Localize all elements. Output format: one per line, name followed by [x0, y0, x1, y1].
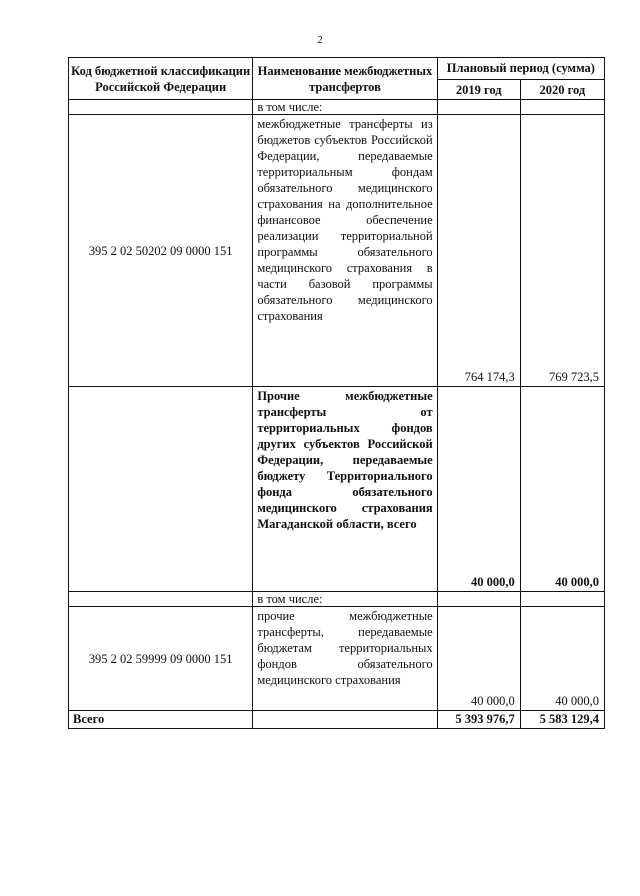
total-label: Всего [69, 711, 253, 729]
row-value-2019 [437, 592, 520, 607]
total-value-2019: 5 393 976,7 [437, 711, 520, 729]
transfers-table [68, 57, 605, 729]
row-name-cell: межбюджетные трансферты из бюджетов субъектов Российской Федерации, передаваемые территориальным фондам обязательного медицинского страхования на дополнительное финансовое обеспечение реализации территориальной программы обязательного медицинского страхования в части базовой программы обязательного медицинского страхования [253, 115, 437, 387]
header-code: Код бюджетной классификации Российской Федерации [69, 58, 253, 100]
row-code-cell: 395 2 02 59999 09 0000 151 [69, 607, 253, 711]
row-value-2020: 40 000,0 [520, 607, 604, 711]
table-row [69, 607, 605, 711]
page-number: 2 [317, 34, 323, 46]
row-code-cell [69, 592, 253, 607]
row-value-2019: 40 000,0 [437, 387, 520, 592]
table-row [69, 115, 605, 387]
row-code-cell [69, 100, 253, 115]
row-value-2020 [520, 100, 604, 115]
total-value-2020: 5 583 129,4 [520, 711, 604, 729]
header-year-2020: 2020 год [520, 80, 604, 100]
header-year-2019: 2019 год [437, 80, 520, 100]
row-value-2019: 764 174,3 [437, 115, 520, 387]
row-code-cell: 395 2 02 50202 09 0000 151 [69, 115, 253, 387]
total-empty-cell [253, 711, 437, 729]
header-name: Наименование межбюджетных трансфертов [253, 58, 437, 100]
row-code-cell [69, 387, 253, 592]
table-row [69, 592, 605, 607]
header-planned-period: Плановый период (сумма) [437, 58, 604, 80]
row-value-2020 [520, 592, 604, 607]
table-row-subtotal [69, 387, 605, 592]
row-name-cell: Прочие межбюджетные трансферты от территориальных фондов других субъектов Российской Федерации, передаваемые бюджету Территориального фонда обязательного медицинского страхования Магаданской области, всего [253, 387, 437, 592]
row-value-2020: 769 723,5 [520, 115, 604, 387]
row-value-2019: 40 000,0 [437, 607, 520, 711]
table-header-row [69, 58, 605, 80]
row-name-cell: в том числе: [253, 592, 437, 607]
row-name-cell: в том числе: [253, 100, 437, 115]
row-value-2020: 40 000,0 [520, 387, 604, 592]
row-value-2019 [437, 100, 520, 115]
table-row-total [69, 711, 605, 729]
table-row [69, 100, 605, 115]
row-name-cell: прочие межбюджетные трансферты, передаваемые бюджетам территориальных фондов обязательного медицинского страхования [253, 607, 437, 711]
